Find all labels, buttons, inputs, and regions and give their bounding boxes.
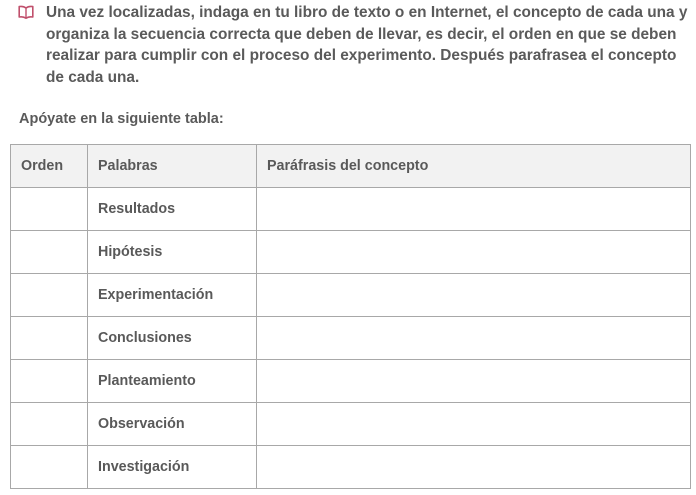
table-row bbox=[11, 317, 691, 360]
order-cell[interactable] bbox=[11, 317, 88, 360]
word-cell: Observación bbox=[88, 403, 257, 446]
worksheet-table bbox=[10, 144, 691, 489]
instruction-text: Una vez localizadas, indaga en tu libro de texto o en Internet, el concepto de cada una y organiza la secuencia correcta que deben de llevar, es decir, el orden en que se deben realizar para cumplir con el proceso del experimento. Después parafrasea el concepto de cada una. bbox=[46, 4, 688, 86]
header-order: Orden bbox=[11, 145, 88, 188]
paraphrase-cell[interactable] bbox=[257, 317, 691, 360]
word-cell: Hipótesis bbox=[88, 231, 257, 274]
table-row bbox=[11, 446, 691, 489]
order-cell[interactable] bbox=[11, 231, 88, 274]
word-cell: Planteamiento bbox=[88, 360, 257, 403]
header-words: Palabras bbox=[88, 145, 257, 188]
table-row bbox=[11, 231, 691, 274]
paraphrase-cell[interactable] bbox=[257, 403, 691, 446]
support-label: Apóyate en la siguiente tabla: bbox=[19, 111, 224, 127]
order-cell[interactable] bbox=[11, 274, 88, 317]
book-icon bbox=[18, 5, 34, 19]
order-cell[interactable] bbox=[11, 360, 88, 403]
word-cell: Resultados bbox=[88, 188, 257, 231]
paraphrase-cell[interactable] bbox=[257, 188, 691, 231]
table-row bbox=[11, 360, 691, 403]
paraphrase-cell[interactable] bbox=[257, 231, 691, 274]
instruction-block bbox=[18, 2, 690, 88]
word-cell: Conclusiones bbox=[88, 317, 257, 360]
word-cell: Experimentación bbox=[88, 274, 257, 317]
paraphrase-cell[interactable] bbox=[257, 360, 691, 403]
table-row bbox=[11, 403, 691, 446]
header-paraphrase: Paráfrasis del concepto bbox=[257, 145, 691, 188]
order-cell[interactable] bbox=[11, 446, 88, 489]
paraphrase-cell[interactable] bbox=[257, 446, 691, 489]
table-row bbox=[11, 274, 691, 317]
paraphrase-cell[interactable] bbox=[257, 274, 691, 317]
table-row bbox=[11, 188, 691, 231]
order-cell[interactable] bbox=[11, 188, 88, 231]
table-header-row bbox=[11, 145, 691, 188]
order-cell[interactable] bbox=[11, 403, 88, 446]
word-cell: Investigación bbox=[88, 446, 257, 489]
